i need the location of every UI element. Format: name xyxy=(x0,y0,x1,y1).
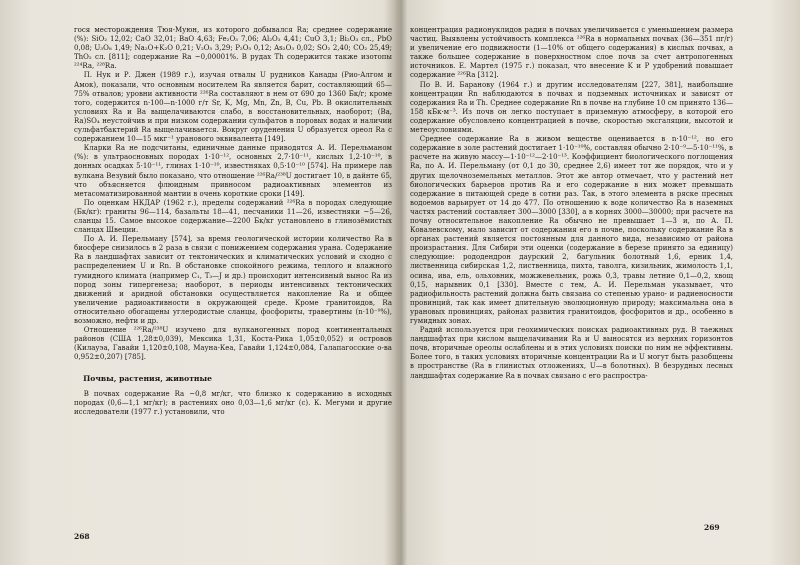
left-section-paragraph: В почвах содержание Ra ~0,8 мг/кг, что близко к содержанию в исходных породах (0,6—1,1 мг/кг); в растениях оно 0,03—1,6 мг/кг (с). К. Мегуми и другие исследователи (1977 г.) установили, что xyxy=(74,389,392,416)
left-paragraph-6: Отношение ²²⁶Ra/²³⁸U изучено для вулканогенных пород континентальных районов (США 1,28±0,039), Мексика 1,31, Коста-Рика 1,05±0,052) и островов (Килауэа, Гавайи 1,120±0,108, Мауна-Кеа, Гавайи 1,124±0,084, Галапагосские о-ва 0,952±0,207) [785]. xyxy=(74,326,392,362)
right-paragraph-2: По В. И. Баранову (1964 г.) и другим исследователям [227, 381], наибольшие концентрации Rn наблюдаются в почвах и подземных источниках и зависят от содержания Ra и Th. Среднее содержание Rn в почве на глубине 10 см принято 136—158 кБк·м⁻³. Из почв он легко поступает в приземную атмосферу, в которой его содержание обусловлено концентрацией в почве, скоростью эксгаляции, высотой и метеоусловиями. xyxy=(410,80,733,135)
left-page-number: 268 xyxy=(74,532,90,541)
right-page-number: 269 xyxy=(704,523,720,532)
left-paragraph-2: П. Нук и Р. Джен (1989 г.), изучая отвалы U рудников Канады (Рио-Алгом и Амок), показали, что основным носителем Ra является барит, составляющий 65—75% отвалов; уровни активности ²²⁶Ra составляют в нем от 690 до 1360 Бк/г; кроме того, содержится n·100—n·1000 г/т Sr, K, Mg, Mn, Zn, B, Cu, Pb. В окислительных условиях Ra и Ba выщелачиваются слабо, в восстановительных, наоборот; (Ba, Ra)SO₄ неустойчив и при низком содержании сульфатов в поровых водах и наличии сульфатбактерий Ra выщелачивается. Вокруг оруденения U образуется ореол Ra с содержанием 10—15 мкг⁻¹ уранового эквивалента [149]. xyxy=(74,71,392,144)
left-paragraph-1: гося месторождения Тюя-Муюн, из которого добывался Ra; среднее содержание (%): SiO₂ 12,02; CaO 32,01; BaO 4,63; Fe₂O₃ 7,06; Al₂O₃ 4,41; CuO 3,1; Bi₂O₃ сл., PbO 0,08; U₃O₈ 1,49; Na₂O+K₂O 0,21; V₂O₅ 3,29; P₂O₅ 0,12; As₂O₃ 0,02; SO₂ 2,40; CO₂ 25,49; ThO₂ сл. [811]; содержание Ra ~0,00001%. В рудах Th содержится также изотопы ²²⁴Ra, ²²⁸Ra. xyxy=(74,26,392,71)
right-paragraph-4: Радий используется при геохимических поисках радиоактивных руд. В таежных ландшафтах при кислом выщелачивании Ra и U выносятся из верхних горизонтов почв, вторичные ореолы ослаблены и в этих условиях поиски по ним не эффективны. Более того, в таких условиях вторичные концентрации Ra и U могут быть разобщены в пространстве (Ra в глинистых отложениях, U—в болотных). В безрудных лесных ландшафтах содержание Ra в почвах связано с его распростра- xyxy=(410,326,733,380)
section-heading: Почвы, растения, животные xyxy=(83,374,212,384)
left-paragraph-3: Кларки Ra не подсчитаны, единичные данные приводятся А. И. Перельманом (%): в ультраосновных породах 1·10⁻¹², основных 2,7·10⁻¹¹, кислых 1,2·10⁻¹⁰, в донных осадках 5·10⁻¹¹, глинах 1·10⁻¹⁰, известняках 0,5·10⁻¹⁰ [574]. На примере лав вулкана Везувий было показано, что отношение ²²⁶Ra/²³⁸U достигает 10, в дайнте 65, что объясняется флюидным привносом радиоактивных элементов из метасоматизированной мантии в очень короткие сроки [149]. xyxy=(74,144,392,198)
left-paragraph-5: По А. И. Перельману [574], за время геологической истории количество Ra в биосфере снизилось в 2 раза в связи с понижением содержания урана. Содержание Ra в ландшафтах зависит от тектонических и климатических условий и сходно с распределением U и Rn. В обстановке спокойного режима, теплого и влажного гумидного климата (например C₁, T₃—J и др.) происходит интенсивный вынос Ra из пород зоны гипергенеза; наоборот, в периоды интенсивных тектонических движений и аридной обстановки осуществляется накопление Ra и общее увеличение радиоактивности в окружающей среде. Кроме гранитоидов, Ra относительно обогащены углеродистые сланцы, фосфориты, травертины (n·10⁻⁹%), возможно, нефти и др. xyxy=(74,235,392,325)
left-paragraph-4: По оценкам НКДАР (1962 г.), пределы содержаний ²²⁶Ra в породах следующие (Бк/кг): граниты 96—114, базальты 18—41, песчаники 11—26, известняки ~5—26, сланцы 15. Самое высокое содержание—2200 Бк/кг установлено в глинозёмистых сланцах Швеции. xyxy=(74,198,392,235)
right-paragraph-3: Среднее содержание Ra в живом веществе оценивается в n·10⁻¹², но его содержание в золе растений достигает 1·10⁻¹⁰%, составляя обычно 2·10⁻⁹—5·10⁻¹¹%, в расчете на живую массу—1·10⁻¹²—2·10⁻¹³. Коэффициент биологического поглощения Ra, по А. И. Перельману (от 0,1 до 30, среднее 2,6) имеет тот же порядок, что и у других щелочноземельных металлов. Этот же автор отмечает, что у растений нет биологических барьеров против Ra и его содержание в них может превышать содержание в питающей среде в сотни раз. Так, в этого элемента в ряске пресных водоемов варьирует от 14 до 477. По отношению к воде количество Ra в наземных частях растений составляет 300—3000 [330], а в корнях 3000—30000; при расчете на почву относительное накопление Ra обычно не превышает 1—3 и, по А. П. Ковалевскому, мало зависит от содержания его в почве, поскольку содержание Ra в органах растений является постоянным для данного вида, независимо от района произрастания. Для Сибири эти оценки (содержание в березе принято за единицу) следующие: рододендрон даурский 2, багульник болотный 1,6, ерник 1,4, лиственница сибирская 1,2, лиственница, пихта, таволга, кизильник, жимолость 1,1, осина, ива, ель, ольховник, можжевельник, рожь 0,3, травы летние 0,1—0,2, хвощ 0,15, нарывник 0,1 [330]. Вместе с тем, А. И. Перельман указывает, что радиофильность растений должна быть связана со степенью урано- и радиеносности провинций, так как имеет длительную эволюционную природу; максимальна она в урановых провинциях, районах развития гранитоидов, фосфоритов и др., особенно в гумидных зонах. xyxy=(410,135,733,325)
book-gutter xyxy=(395,0,407,565)
right-page xyxy=(410,26,733,536)
right-paragraph-1: концентрация радионуклидов радия в почвах увеличивается с уменьшением размера частиц. Выявлены устойчивость комплекса ²²⁶Ra в нормальных почвах (36—351 пг/г) и увеличение его подвижности (1—10% от общего содержания) в кислых почвах, а также большее содержание в поверхностном слое почв за счет антропогенных источников. Е. Мартел (1975 г.) показал, что внесение K и P удобрений повышает содержание ²²⁶Ra [312]. xyxy=(410,26,733,80)
left-page xyxy=(74,26,392,546)
